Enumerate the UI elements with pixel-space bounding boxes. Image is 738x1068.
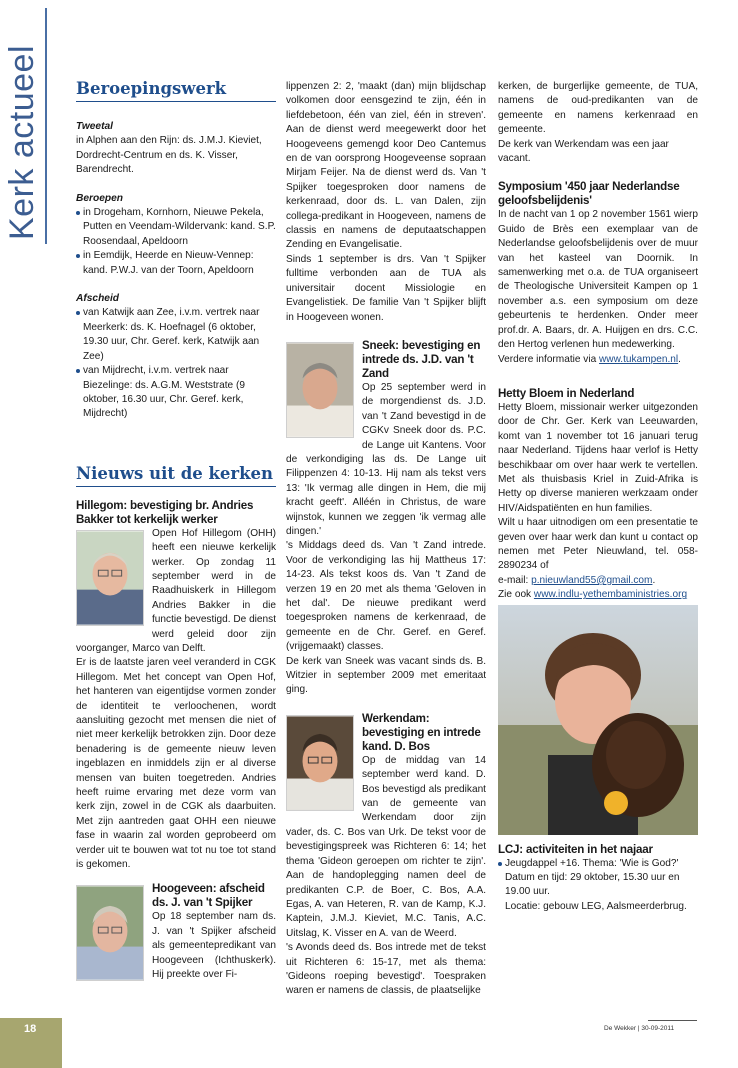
article-hoogeveen-cont: lippenzen 2: 2, 'maakt (dan) mijn blijdschap volkomen door eensgezind te zijn, één in liefdebetoon, één van ziel, één in streven'. Aan de dienst werd meegewerkt door het Hoogeveens gemengd koor Deo Cantemus en de van oorsprong Hoogeveense sopraan Mirjam Feijer. Na de dienst werd ds. Van 't Spijker toegesproken door namens de kerkenraad, door ds. L. van Dalen, zijn collega-predikant in Hoogeveen, namens de classis en namens de deputaatschappen Zending en Evangelisatie.	[286, 81, 486, 251]
link-tukampen[interactable]: www.tukampen.nl	[599, 353, 679, 365]
article-hetty-p1: Hetty Bloem, missionair werker uitgezonden door de Chr. Ger. Kerk van Leeuwarden, komt van 1 november tot 16 januari terug naar Nederland. Tijdens haar verlof is Hetty beschikbaar om over haar werk te vertellen. Met als thuisbasis Kriel in Zuid-Afrika is Hetty op diverse manieren werkzaam onder HIV/Aidspatiënten en hun families.	[498, 401, 698, 514]
list-item: in Eemdijk, Heerde en Nieuw-Vennep: kand. P.W.J. van der Toorn, Apeldoorn	[76, 249, 276, 278]
portrait-andries-bakker	[76, 530, 144, 626]
article-title-symposium: Symposium '450 jaar Nederlandse geloofsbelijdenis'	[498, 180, 680, 208]
heading-beroepingswerk: Beroepingswerk	[76, 79, 276, 102]
lcj-datum: Datum en tijd: 29 oktober, 15.30 uur en 19.00 uur.	[505, 872, 680, 898]
link-indlu[interactable]: www.indlu-yethembaministries.org	[533, 589, 688, 601]
footer-divider	[648, 1020, 697, 1021]
label-beroepen: Beroepen	[76, 192, 123, 204]
article-hillegom-p2: Er is de laatste jaren veel veranderd in CGK Hillegom. Met het concept van Open Hof, het hanteren van eigentijdse vormen zonder de identiteit te verloochenen, wordt aansluiting gezocht met mensen die niet of niet meer kerkelijk betrokken zijn. Door deze benadering is de gemeente nieuw leven ingeblazen en inmiddels zijn er al diverse mensen van buiten toegetreden. Andries heeft ruime ervaring met deze vorm van kerk zijn, zowel in de CGK als daarbuiten. Met zijn aantreden gaat OHH een nieuwe fase in waarin zal worden geprobeerd om verder uit te bouwen wat tot nu toe tot stand is gekomen.	[76, 657, 276, 871]
list-item: in Drogeham, Kornhorn, Nieuwe Pekela, Putten en Veendam-Wildervank: kand. S.P. Roosendaal, Apeldoorn	[76, 206, 276, 249]
article-symposium: In de nacht van 1 op 2 november 1561 wierp Guido de Brès een exemplaar van de Nederlandse geloofsbelijdenis over de muur van het kasteel van Doornik. In samenwerking met o.a. de TUA organiseert de Theologische Universiteit Kampen op 1 november a.s. een symposium om deze gebeurtenis te herdenken. Onder meer prof.dr. A. Baars, dr. A. Huijgen en drs. C.C. den Hertog verlenen hun medewerking.	[498, 209, 698, 351]
article-hoogeveen: Hoogeveen: afscheid ds. J. van 't Spijker Op 18 september nam ds. J. van 't Spijker afscheid als gemeentepredikant van Hoogeveen (Ichthuskerk). Hij preekte over Fi-	[76, 882, 276, 982]
footer-source: De Wekker | 30-09-2011	[604, 1025, 675, 1032]
list-item: van Mijdrecht, i.v.m. vertrek naar Biezelinge: ds. A.G.M. Weststrate (9 oktober, 16.30 uur, Chr. Geref. kerk, Mijdrecht)	[76, 364, 276, 422]
portrait-d-bos	[286, 715, 354, 811]
portrait-van-t-spijker	[76, 885, 144, 981]
article-title-werkendam: Werkendam: bevestiging en intrede kand. D. Bos	[362, 711, 481, 753]
hetty-website: Zie ook www.indlu-yethembaministries.org	[498, 589, 688, 601]
article-werkendam-cont: kerken, de burgerlijke gemeente, de TUA, namens de oud-predikanten van de gemeente en namens kerkenraad en gemeente.	[498, 81, 698, 136]
article-sneek-p3: De kerk van Sneek was vacant sinds ds. B. Witzier in september 2009 met emeritaat ging.	[286, 655, 486, 696]
article-hillegom: Open Hof Hillegom (OHH) heeft een nieuwe kerkelijk werker. Op zondag 11 september werd in de Raadhuiskerk in Hillegom Andries Bakker in die functie bevestigd. De dienst werd geleid door zijn voorganger, Marco van Delft.	[76, 527, 277, 654]
column-1	[76, 79, 276, 983]
column-2	[286, 80, 486, 999]
article-werkendam-cont2: De kerk van Werkendam was een jaar vacant.	[498, 138, 669, 165]
tweetal-text: in Alphen aan den Rijn: ds. J.M.J. Kieviet, Dordrecht-Centrum en ds. K. Visser, Barendrecht.	[76, 135, 262, 176]
link-email[interactable]: p.nieuwland55@gmail.com	[531, 574, 653, 586]
lcj-locatie: Locatie: gebouw LEG, Aalsmeerderbrug.	[505, 900, 687, 912]
symposium-info: Verdere informatie via www.tukampen.nl.	[498, 353, 681, 365]
label-afscheid: Afscheid	[76, 293, 120, 305]
article-title-lcj: LCJ: activiteiten in het najaar	[498, 842, 653, 856]
label-tweetal: Tweetal	[76, 121, 113, 132]
section-divider-line	[45, 8, 47, 244]
hetty-email: e-mail: p.nieuwland55@gmail.com.	[498, 574, 656, 586]
heading-nieuws: Nieuws uit de kerken	[76, 464, 276, 487]
article-werkendam-p2: 's Avonds deed ds. Bos intrede met de tekst uit Richteren 6: 15-17, met als thema: 'Gideons roeping bevestigd'. Toespraken waren er namens de classis, de plaatselijke	[286, 942, 486, 997]
article-hetty-p2: Wilt u haar uitnodigen om een presentatie te geven over haar werk dan kunt u contact op nemen met Peter Nieuwland, tel. 058-2890234 of	[498, 517, 698, 572]
article-werkendam: Werkendam: bevestiging en intrede kand. D. Bos Op de middag van 14 september werd kand. D. Bos bevestigd als predikant van de gemeente van Werkendam door zijn vader, ds. C. Bos van Urk. De tekst voor de bevestigingspreek was Richteren 6: 14; het thema 'Gideon geroepen om richter te zijn'. Aan de handoplegging namen deel de predikanten C.P. de Boer, C. Bos, A.A. Egas, A. van Heteren, R. van de Kamp, K.J. Kaptein, J.M.J. Kieviet, M.C. Tanis, A.C. Uitslag, K. Visser en A. van de Weerd.	[286, 711, 486, 939]
article-title-hoogeveen: Hoogeveen: afscheid ds. J. van 't Spijker	[152, 882, 265, 910]
photo-hetty-bloem	[498, 605, 698, 835]
article-sneek: Sneek: bevestiging en intrede ds. J.D. van 't Zand Op 25 september werd in de morgendienst ds. J.D. van 't Zand bevestigd in de CGKv Sneek door ds. P.C. de Lange uit Kantens. Voor de verkondiging las ds. De Lange uit Filippenzen 4: 10-13. Hij nam als tekst vers 13: 'Ik vermag alle dingen in Hem, die mij kracht geeft'. Alléén in Christus, de ware wijnstok, kunnen we zeggen 'ik vermag alle dingen.'	[286, 338, 486, 537]
article-title-sneek: Sneek: bevestiging en intrede ds. J.D. van 't Zand	[362, 338, 481, 380]
column-3	[498, 80, 698, 914]
portrait-van-t-zand	[286, 342, 354, 438]
article-sneek-p2: 's Middags deed ds. Van 't Zand intrede. Voor de verkondiging las hij Mattheus 17: 14-23. Als tekst koos ds. Van 't Zand de verzen 19 en 20 met als thema 'Geloven in het dal'. De nieuwe predikant werd toegesproken namens de kerkenraad, de gemeente en de Chr. Geref. en Geref. (vrijgemaakt) classes.	[286, 540, 486, 653]
article-title-hillegom: Hillegom: bevestiging br. Andries Bakker tot kerkelijk werker	[76, 498, 254, 526]
list-item: Jeugdappel +16. Thema: 'Wie is God?'	[498, 857, 698, 871]
article-hoogeveen-cont2: Sinds 1 september is drs. Van 't Spijker fulltime verbonden aan de TUA als universitair docent Missiologie en Evangelistiek. De familie Van 't Spijker blijft in Hoogeveen wonen.	[286, 253, 486, 323]
list-item: van Katwijk aan Zee, i.v.m. vertrek naar Meerkerk: ds. K. Hoefnagel (6 oktober, 19.30 uur, Chr. Geref. kerk, Katwijk aan Zee)	[76, 306, 276, 364]
page-number: 18	[0, 1018, 62, 1068]
article-title-hetty: Hetty Bloem in Nederland	[498, 386, 635, 400]
